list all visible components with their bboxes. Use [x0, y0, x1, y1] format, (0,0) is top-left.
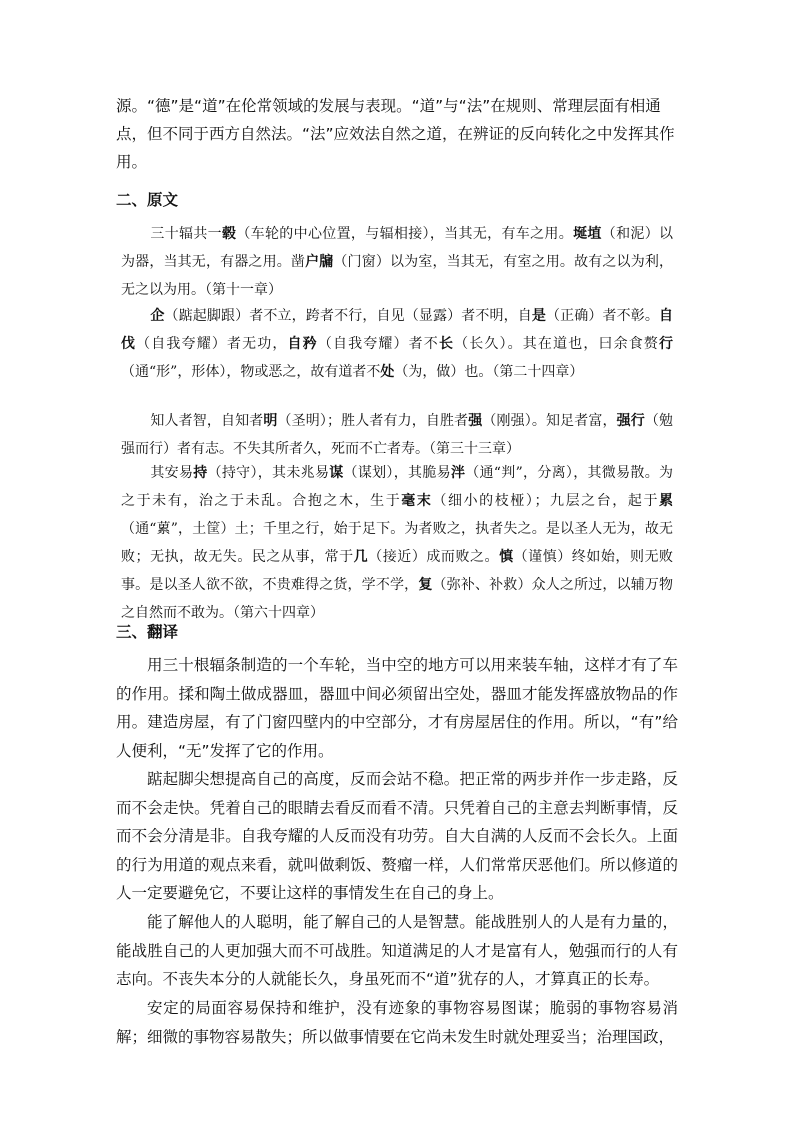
- translation-paragraph-4: 安定的局面容易保持和维护，没有迹象的事物容易图谋；脆弱的事物容易消解；细微的事物容易散失；所以做事情要在它尚未发生时就处理妥当；治理国政，: [116, 999, 678, 1046]
- text-segment: （通“判”，分离），其微易散。为之于未有，治之于未乱。合抱之木，生于: [121, 465, 673, 509]
- glossed-term: 明: [263, 413, 278, 429]
- text-segment: 其安易: [150, 465, 194, 481]
- text-segment: （通“蔂”，土筐）土；千里之行，始于足下。为者败之，执者失之。是以圣人无为，故无败；无执，故无失。民之从事，常于: [121, 521, 673, 565]
- translation-paragraph-1: 用三十根辐条制造的一个车轮，当中空的地方可以用来装车轴，这样才有了车的作用。揉和陶土做成器皿，器皿中间必须留出空处，器皿才能发挥盛放物品的作用。建造房屋，有了门窗四壁内的中空部分，才有房屋居住的作用。所以，“有”给人便利，“无”发挥了它的作用。: [116, 656, 678, 760]
- glossed-term: 长: [438, 336, 455, 352]
- glossed-term: 自矜: [287, 336, 318, 352]
- original-paragraph-1: [121, 220, 673, 304]
- text-segment: （车轮的中心位置，与辐相接），当其无，有车之用。: [236, 226, 574, 242]
- glossed-term: 慎: [499, 549, 514, 565]
- original-paragraph-3: [121, 407, 673, 463]
- glossed-term: 强: [468, 413, 483, 429]
- glossed-term: 累: [659, 493, 674, 509]
- section-heading-original: 二、原文: [116, 191, 179, 209]
- original-paragraph-2: [121, 302, 673, 386]
- glossed-term: 行: [659, 336, 674, 352]
- text-segment: （正确）者不彰。: [546, 308, 660, 324]
- translation-paragraph-2: 踮起脚尖想提高自己的高度，反而会站不稳。把正常的两步并作一步走路，反而不会走快。凭着自己的眼睛去看反而看不清。只凭着自己的主意去判断事情，反而不会分清是非。自我夸耀的人反而没有功劳。自大自满的人反而不会长久。上面的行为用道的观点来看，就叫做剩饭、赘瘤一样，人们常常厌恶他们。所以修道的人一定要避免它，不要让这样的事情发生在自己的身上。: [116, 770, 678, 903]
- glossed-term: 毂: [222, 226, 237, 242]
- glossed-term: 强行: [616, 413, 645, 429]
- text-segment: （和泥）以为器，当其无，有器之用。凿: [121, 226, 674, 270]
- text-segment: （自我夸耀）者无功，: [136, 336, 288, 352]
- glossed-term: 企: [150, 308, 165, 324]
- glossed-term: 几: [353, 549, 369, 565]
- text-segment: （长久）。其在道也，曰余食赘: [454, 336, 660, 352]
- intro-paragraph: 源。“德”是“道”在伦常领域的发展与表现。“道”与“法”在规则、常理层面有相通点，但不同于西方自然法。“法”应效法自然之道，在辨证的反向转化之中发挥其作用。: [116, 97, 675, 171]
- glossed-term: 毫末: [401, 493, 433, 509]
- text-segment: （谨慎）终如始，则无败事。是以圣人欲不欲，不贵难得之货，学不学，: [121, 549, 674, 593]
- glossed-term: 埏埴: [573, 226, 602, 242]
- text-segment: （门窗）以为室，当其无，有室之用。故有之以为利，无之以为用。（第十一章）: [121, 254, 674, 298]
- glossed-term: 泮: [450, 465, 466, 481]
- text-segment: （持守），其未兆易: [207, 465, 330, 481]
- text-segment: （通“形”，形体），物或恶之，故有道者不: [121, 364, 381, 380]
- text-segment: 三十辐共一: [150, 226, 223, 242]
- glossed-term: 处: [380, 364, 395, 380]
- text-segment: （细小的枝桠）；九层之台，起于: [432, 493, 660, 509]
- text-segment: （为，做）也。（第二十四章）: [394, 364, 584, 380]
- text-segment: （踮起脚跟）者不立，跨者不行，自见（显露）者不明，自: [164, 308, 532, 324]
- glossed-term: 复: [418, 577, 433, 593]
- glossed-term: 是: [531, 308, 546, 324]
- original-paragraph-4: [121, 459, 673, 627]
- text-segment: 知人者智，自知者: [150, 413, 264, 429]
- text-segment: （接近）成而败之。: [368, 549, 500, 565]
- text-segment: （谋划），其脆易: [343, 465, 451, 481]
- translation-paragraph-3: 能了解他人的人聪明，能了解自己的人是智慧。能战胜别人的人是有力量的，能战胜自己的人更加强大而不可战胜。知道满足的人才是富有人，勉强而行的人有志向。不丧失本分的人就能长久，身虽死而不“道”犹存的人，才算真正的长寿。: [116, 913, 678, 989]
- glossed-term: 谋: [329, 465, 344, 481]
- text-segment: （刚强）。知足者富，: [482, 413, 617, 429]
- section-heading-translation: 三、翻译: [116, 623, 179, 641]
- text-segment: （弥补、补救）众人之所过，以辅万物之自然而不敢为。（第六十四章）: [121, 577, 674, 621]
- glossed-term: 户牖: [305, 254, 334, 270]
- text-segment: （自我夸耀）者不: [317, 336, 439, 352]
- text-segment: （圣明）；胜人者有力，自胜者: [277, 413, 469, 429]
- glossed-term: 持: [193, 465, 208, 481]
- glossed-term: 自伐: [121, 308, 674, 352]
- text-segment: （勉强而行）者有志。不失其所者久，死而不亡者寿。（第三十三章）: [121, 413, 674, 457]
